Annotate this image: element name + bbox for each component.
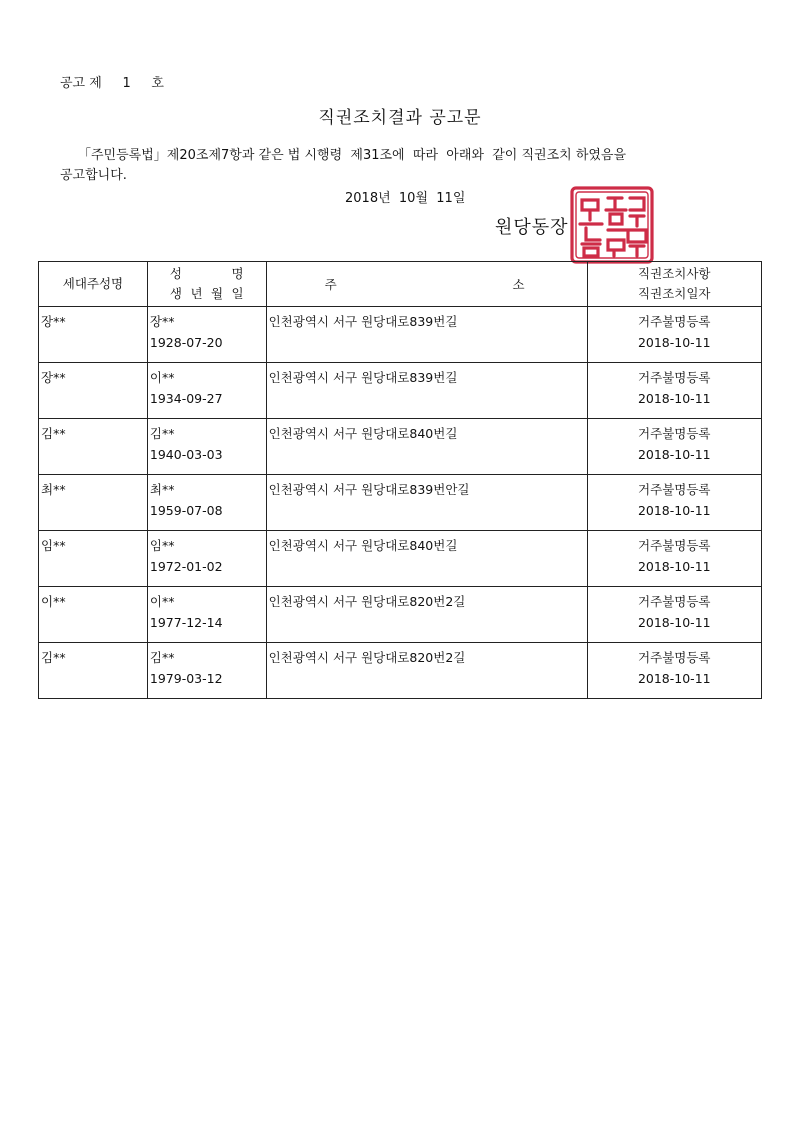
action-cell: 거주불명등록 (638, 538, 711, 553)
action-date-cell: 2018-10-11 (637, 615, 711, 630)
col-address-header (266, 262, 587, 307)
household-head-cell: 김** (41, 426, 66, 441)
action-cell: 거주불명등록 (638, 426, 711, 441)
action-cell: 거주불명등록 (638, 314, 711, 329)
col-address-char: 소 (512, 277, 525, 292)
col-name-birthdate-header (147, 262, 266, 307)
col-birthdate-char: 년 (190, 286, 203, 301)
name-cell: 이** (149, 594, 175, 609)
table-header-row (39, 262, 762, 307)
table-row (39, 587, 762, 643)
notice-body (60, 146, 750, 186)
action-date-cell: 2018-10-11 (637, 447, 711, 462)
birthdate-cell: 1977-12-14 (149, 615, 223, 630)
action-date-cell: 2018-10-11 (637, 335, 711, 350)
name-cell: 이** (149, 370, 175, 385)
col-birthdate-char: 월 (210, 286, 224, 301)
col-household-head-header: 세대주성명 (39, 262, 148, 307)
household-head-cell: 이** (41, 594, 66, 609)
action-cell: 거주불명등록 (638, 482, 711, 497)
birthdate-cell: 1959-07-08 (149, 503, 223, 518)
name-cell: 김** (149, 426, 175, 441)
table-row (39, 475, 762, 531)
col-birthdate-label (148, 284, 266, 304)
household-head-cell: 김** (41, 650, 66, 665)
table-row (39, 531, 762, 587)
address-cell: 인천광역시 서구 원당대로839번안길 (268, 482, 470, 497)
birthdate-cell: 1979-03-12 (149, 671, 223, 686)
table-row (39, 363, 762, 419)
birthdate-cell: 1972-01-02 (149, 559, 223, 574)
birthdate-cell: 1928-07-20 (149, 335, 223, 350)
birthdate-cell: 1934-09-27 (149, 391, 223, 406)
col-action-label: 직권조치사항 (638, 266, 711, 281)
name-cell: 김** (149, 650, 175, 665)
page-title: 직권조치결과 공고문 (318, 108, 482, 128)
table-row (39, 643, 762, 699)
notice-body-line2: 공고합니다. (60, 168, 127, 183)
action-date-cell: 2018-10-11 (637, 671, 711, 686)
table-row (39, 307, 762, 363)
household-head-cell: 장** (41, 314, 66, 329)
address-cell: 인천광역시 서구 원당대로820번2길 (268, 594, 466, 609)
action-cell: 거주불명등록 (638, 650, 711, 665)
col-address-char: 주 (324, 277, 337, 292)
household-head-cell: 장** (41, 370, 66, 385)
address-cell: 인천광역시 서구 원당대로840번길 (268, 426, 458, 441)
birthdate-cell: 1940-03-03 (149, 447, 223, 462)
action-cell: 거주불명등록 (638, 370, 711, 385)
name-cell: 최** (149, 482, 175, 497)
action-date-cell: 2018-10-11 (637, 391, 711, 406)
col-birthdate-char: 일 (231, 286, 244, 301)
col-action-header (587, 262, 761, 307)
address-cell: 인천광역시 서구 원당대로839번길 (268, 314, 458, 329)
notice-date: 2018년 10월 11일 (345, 191, 466, 206)
issuer-name: 원당동장 (495, 217, 569, 238)
household-head-cell: 최** (41, 482, 66, 497)
col-name-label (148, 264, 266, 284)
action-date-cell: 2018-10-11 (637, 559, 711, 574)
col-name-char: 성 (169, 266, 182, 281)
action-results-table (38, 261, 762, 699)
address-cell: 인천광역시 서구 원당대로820번2길 (268, 650, 466, 665)
action-cell: 거주불명등록 (638, 594, 711, 609)
action-date-cell: 2018-10-11 (637, 503, 711, 518)
address-cell: 인천광역시 서구 원당대로839번길 (268, 370, 458, 385)
official-seal-stamp (568, 184, 656, 266)
col-action-date-label: 직권조치일자 (638, 286, 711, 301)
name-cell: 임** (149, 538, 175, 553)
address-cell: 인천광역시 서구 원당대로840번길 (268, 538, 458, 553)
notice-number: 공고 제 1 호 (60, 76, 164, 91)
name-cell: 장** (149, 314, 175, 329)
table-row (39, 419, 762, 475)
notice-body-line1: 「주민등록법」제20조제7항과 같은 법 시행령 제31조에 따라 아래와 같이 직권조치 하였음을 (78, 148, 627, 163)
household-head-cell: 임** (41, 538, 66, 553)
col-name-char: 명 (231, 266, 244, 281)
col-birthdate-char: 생 (169, 286, 182, 301)
